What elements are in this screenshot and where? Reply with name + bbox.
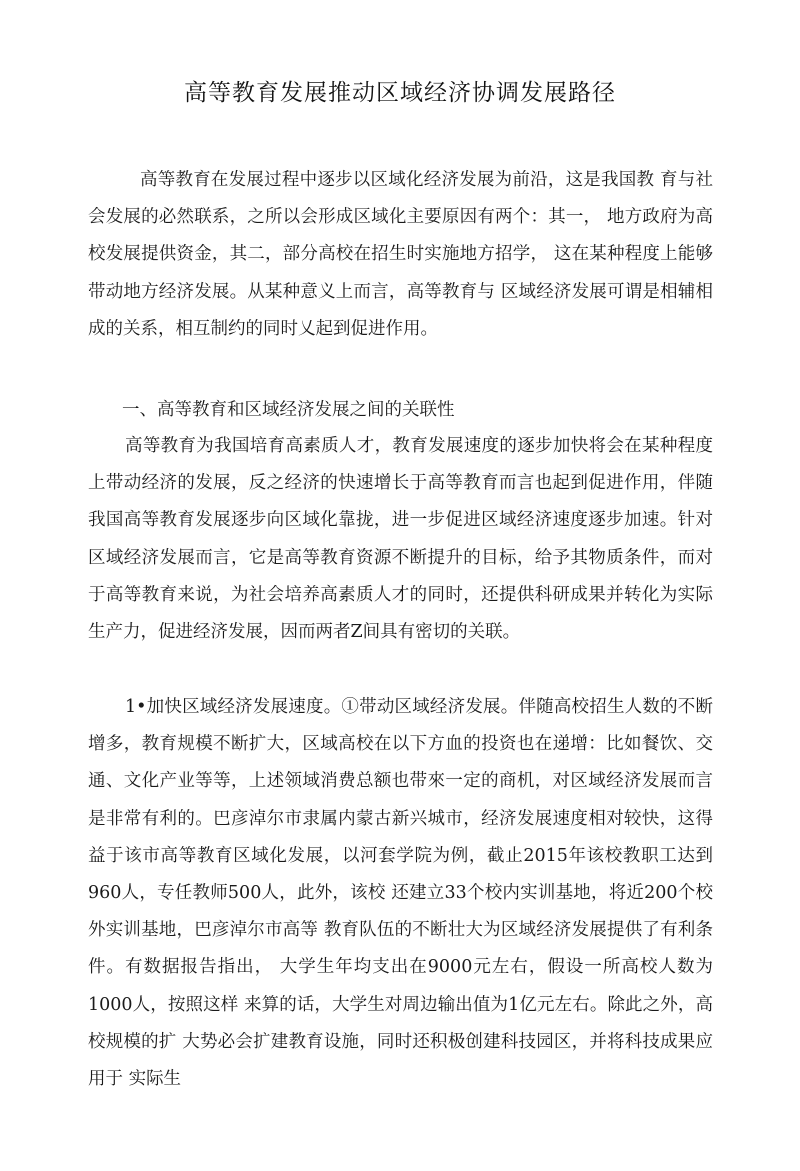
section-heading: 一、高等教育和区域经济发展之间的关联性 (122, 400, 455, 420)
intro-paragraph: 高等教育在发展过程中逐步以区域化经济发展为前沿，这是我国教 育与社会发展的必然联系，之所以会形成区域化主要原因有两个：其一， 地方政府为高校发展提供资金，其二，部分高校在招生时实施地方招学， 这在某种程度上能够带动地方经济发展。从某种意义上而言，高等教育与 区域经济发展可谓是相辅相成的关系，相互制约的同时乂起到促进作用。 (88, 170, 713, 339)
section-paragraph-1: 高等教育为我国培育高素质人才，教育发展速度的逐步加快将会在某种程度上带动经济的发展，反之经济的快速增长于高等教育而言也起到促进作用，伴随我国高等教育发展逐步向区域化靠拢，进一步促进区域经济速度逐步加速。针对区域经济发展而言，它是高等教育资源不断提升的目标，给予其物质条件，而对于高等教育来说，为社会培养高素质人才的同时，还提供科研成果并转化为实际生产力，促进经济发展，因而两者Z间具有密切的关联。 (88, 436, 713, 643)
document-title: 高等教育发展推动区域经济协调发展路径 (184, 80, 616, 106)
section-paragraph-2: 1•加快区域经济发展速度。①带动区域经济发展。伴随高校招生人数的不断增多，教育规模不断扩大，区域高校在以下方血的投资也在递增：比如餐饮、交通、文化产业等等，上述领域消费总额也带來一定的商机，对区域经济发展而言是非常有利的。巴彦淖尔市隶属内蒙古新兴城市，经济发展速度相对较快，这得益于该市高等教育区域化发展，以河套学院为例，截止2015年该校教职工达到960人，专任教师500人，此外，该校 还建立33个校内实训基地，将近200个校外实训基地，巴彦淖尔市高等 教育队伍的不断壮大为区域经济发展提供了有利条件。有数据报告指出， 大学生年均支出在9000元左右，假设一所高校人数为1000人，按照这样 来算的话，大学生对周边输出值为1亿元左右。除此之外，高校规模的扩 大势必会扩建教育设施，同时还积极创建科技园区，并将科技成果应用于 实际生 (88, 697, 713, 1090)
